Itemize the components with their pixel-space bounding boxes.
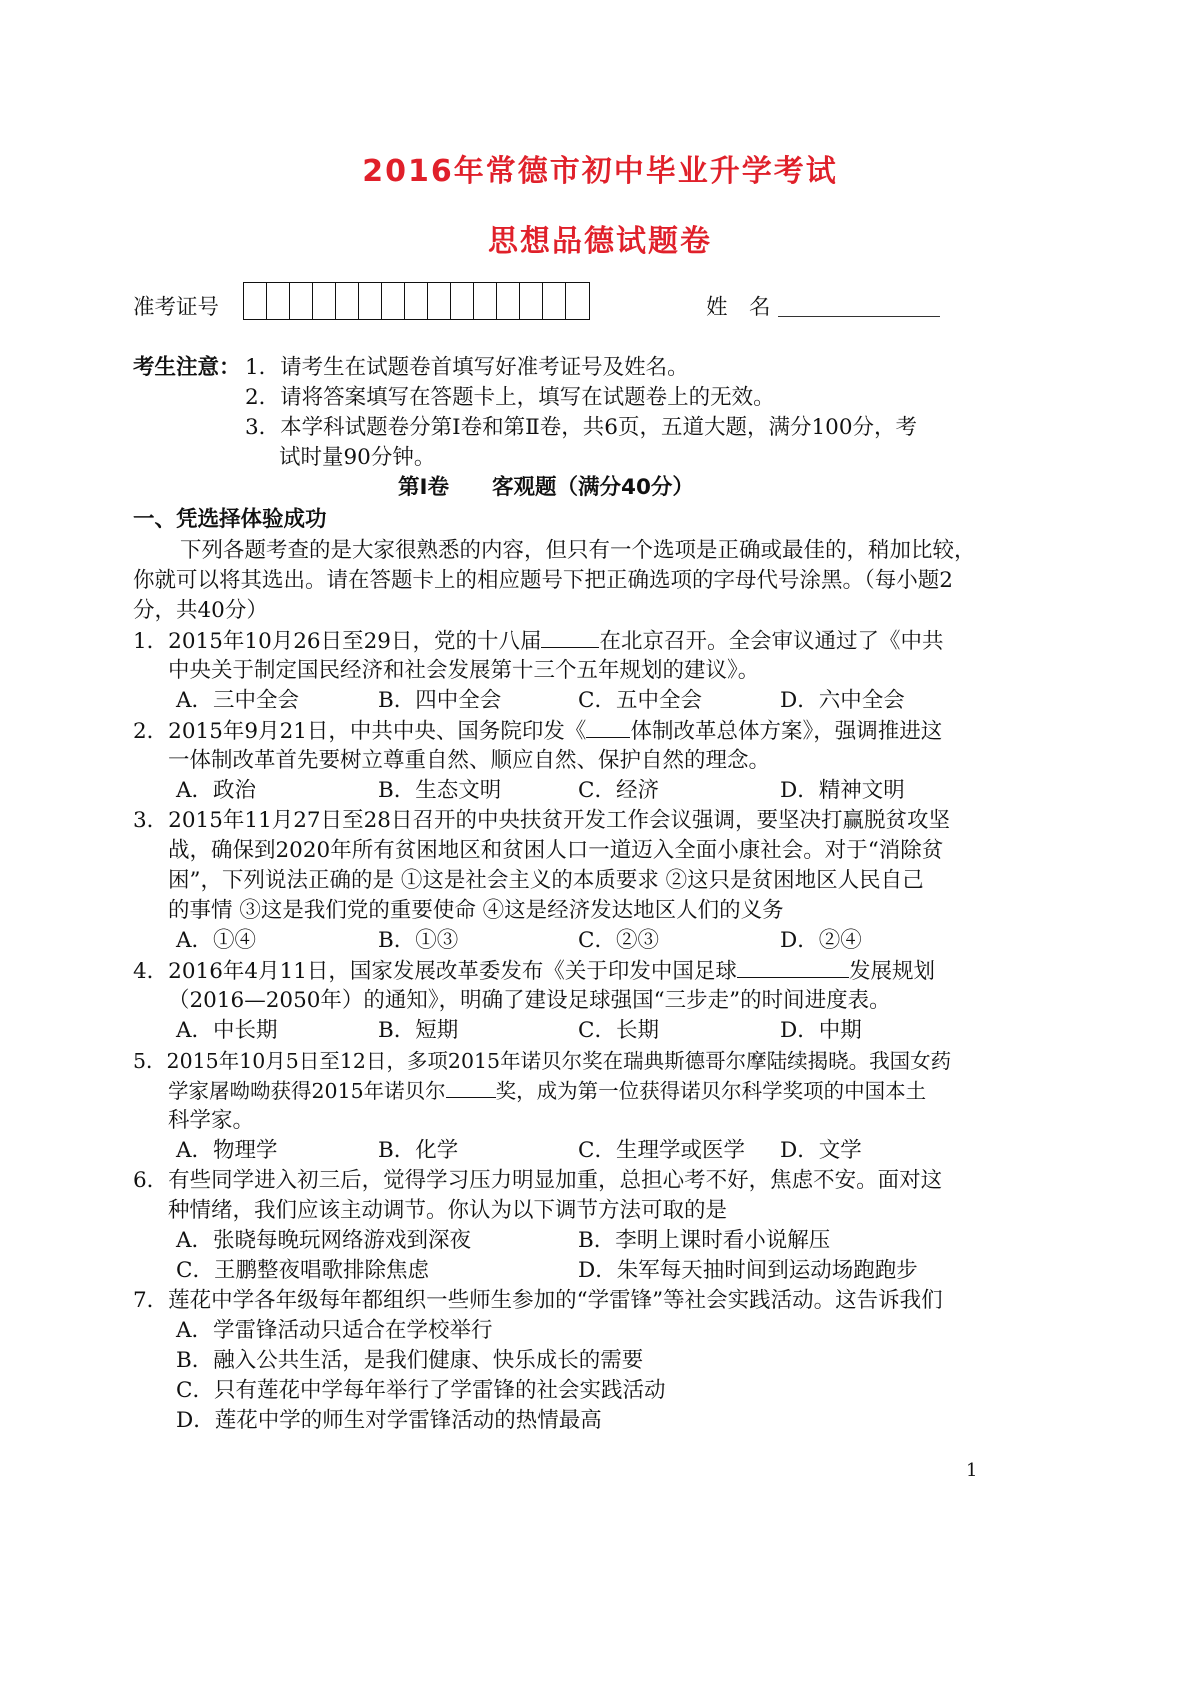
id-digit-cell[interactable] — [566, 283, 589, 319]
id-digit-cell[interactable] — [474, 283, 497, 319]
q5-line-3: 科学家。 — [168, 1108, 255, 1133]
q1-text-a: 1．2015年10月26日至29日，党的十八届 — [133, 629, 542, 654]
q5-text-a: 学家屠呦呦获得2015年诺贝尔 — [168, 1079, 446, 1103]
page-number: 1 — [966, 1460, 978, 1481]
q4-option-d: D．中期 — [780, 1018, 862, 1043]
q1-option-b: B．四中全会 — [378, 688, 502, 713]
q3-line-4: 的事情 ③这是我们党的重要使命 ④这是经济发达地区人们的义务 — [168, 898, 784, 923]
part-title: 一、凭选择体验成功 — [133, 507, 327, 532]
q2-option-c: C．经济 — [578, 778, 659, 803]
exam-title: 2016年常德市初中毕业升学考试 — [362, 154, 838, 189]
id-number-boxes[interactable] — [243, 282, 590, 323]
q3-option-d: D．②④ — [780, 928, 862, 953]
q4-text-b: 发展规划 — [848, 959, 935, 984]
q7-option-a: A．学雷锋活动只适合在学校举行 — [176, 1318, 493, 1343]
q1-line-2: 中央关于制定国民经济和社会发展第十三个五年规划的建议》。 — [168, 658, 760, 683]
q4-option-b: B．短期 — [378, 1018, 459, 1043]
id-digit-cell[interactable] — [428, 283, 451, 319]
question-2 — [133, 717, 942, 746]
notice-item-3: 3．本学科试题卷分第Ⅰ卷和第Ⅱ卷，共6页，五道大题，满分100分，考 — [245, 415, 918, 440]
q4-option-c: C．长期 — [578, 1018, 659, 1043]
question-1 — [133, 627, 944, 656]
intro-line-2: 你就可以将其选出。请在答题卡上的相应题号下把正确选项的字母代号涂黑。（每小题2 — [133, 568, 953, 593]
notice-item-3-cont: 试时量90分钟。 — [279, 445, 436, 470]
q6-line-2: 种情绪，我们应该主动调节。你认为以下调节方法可取的是 — [168, 1198, 728, 1223]
q7-option-b: B．融入公共生活，是我们健康、快乐成长的需要 — [176, 1348, 644, 1373]
q5-option-c: C．生理学或医学 — [578, 1138, 745, 1163]
question-5 — [168, 1077, 926, 1105]
q3-option-c: C．②③ — [578, 928, 659, 953]
q7-option-c: C．只有莲花中学每年举行了学雷锋的社会实践活动 — [176, 1378, 666, 1403]
q1-blank — [541, 627, 599, 648]
id-digit-cell[interactable] — [543, 283, 566, 319]
exam-subtitle: 思想品德试题卷 — [488, 224, 712, 259]
id-digit-cell[interactable] — [313, 283, 336, 319]
q2-text-a: 2．2015年9月21日，中共中央、国务院印发《 — [133, 719, 587, 744]
id-digit-cell[interactable] — [382, 283, 405, 319]
q2-option-a: A．政治 — [176, 778, 257, 803]
id-digit-cell[interactable] — [267, 283, 290, 319]
q7-line-1: 7．莲花中学各年级每年都组织一些师生参加的“学雷锋”等社会实践活动。这告诉我们 — [133, 1288, 943, 1313]
id-digit-cell[interactable] — [290, 283, 313, 319]
q4-line-2: （2016—2050年）的通知》，明确了建设足球强国“三步走”的时间进度表。 — [168, 988, 891, 1013]
q3-line-3: 困”，下列说法正确的是 ①这是社会主义的本质要求 ②这只是贫困地区人民自己 — [168, 868, 924, 893]
q1-option-d: D．六中全会 — [780, 688, 905, 713]
q1-text-b: 在北京召开。全会审议通过了《中共 — [599, 629, 944, 654]
intro-line-3: 分，共40分） — [133, 598, 268, 623]
q6-option-a: A．张晓每晚玩网络游戏到深夜 — [176, 1228, 472, 1253]
q1-option-c: C．五中全会 — [578, 688, 702, 713]
q4-option-a: A．中长期 — [176, 1018, 278, 1043]
q4-text-a: 4．2016年4月11日，国家发展改革委发布《关于印发中国足球 — [133, 959, 737, 984]
q3-line-1: 3．2015年11月27日至28日召开的中央扶贫开发工作会议强调，要坚决打赢脱贫攻坚 — [133, 808, 950, 833]
q5-blank — [446, 1077, 496, 1098]
id-digit-cell[interactable] — [405, 283, 428, 319]
name-field[interactable] — [778, 316, 940, 317]
id-digit-cell[interactable] — [451, 283, 474, 319]
q6-option-c: C．王鹏整夜唱歌排除焦虑 — [176, 1258, 429, 1283]
q2-option-d: D．精神文明 — [780, 778, 905, 803]
q6-option-b: B．李明上课时看小说解压 — [578, 1228, 831, 1253]
q2-line-2: 一体制改革首先要树立尊重自然、顺应自然、保护自然的理念。 — [168, 748, 771, 773]
notice-item-1: 1．请考生在试题卷首填写好准考证号及姓名。 — [245, 355, 689, 380]
question-4 — [133, 957, 935, 986]
q6-option-d: D．朱军每天抽时间到运动场跑跑步 — [578, 1258, 918, 1283]
q2-text-b: 体制改革总体方案》，强调推进这 — [630, 719, 943, 744]
id-label: 准考证号 — [133, 295, 220, 320]
q1-option-a: A．三中全会 — [176, 688, 300, 713]
notice-item-2: 2．请将答案填写在答题卡上，填写在试题卷上的无效。 — [245, 385, 775, 410]
volume-heading: 第Ⅰ卷 客观题（满分40分） — [398, 475, 694, 500]
intro-line-1: 下列各题考查的是大家很熟悉的内容，但只有一个选项是正确或最佳的，稍加比较， — [180, 538, 976, 563]
q6-line-1: 6．有些同学进入初三后，觉得学习压力明显加重，总担心考不好，焦虑不安。面对这 — [133, 1168, 943, 1193]
id-digit-cell[interactable] — [336, 283, 359, 319]
q5-option-a: A．物理学 — [176, 1138, 278, 1163]
id-digit-cell[interactable] — [520, 283, 543, 319]
q3-line-2: 战，确保到2020年所有贫困地区和贫困人口一道迈入全面小康社会。对于“消除贫 — [168, 838, 944, 863]
id-digit-cell[interactable] — [359, 283, 382, 319]
id-digit-cell[interactable] — [244, 283, 267, 319]
q4-blank — [737, 957, 849, 978]
notice-label: 考生注意： — [133, 355, 241, 380]
q5-option-d: D．文学 — [780, 1138, 862, 1163]
q5-text-b: 奖，成为第一位获得诺贝尔科学奖项的中国本土 — [495, 1079, 927, 1103]
q5-line-1: 5．2015年10月5日至12日，多项2015年诺贝尔奖在瑞典斯德哥尔摩陆续揭晓。我国女药 — [133, 1049, 952, 1073]
q2-blank — [586, 717, 630, 738]
q2-option-b: B．生态文明 — [378, 778, 502, 803]
q3-option-a: A．①④ — [176, 928, 257, 953]
id-digit-cell[interactable] — [497, 283, 520, 319]
name-label: 姓 名 — [706, 295, 771, 320]
q5-option-b: B．化学 — [378, 1138, 459, 1163]
q3-option-b: B．①③ — [378, 928, 459, 953]
q7-option-d: D．莲花中学的师生对学雷锋活动的热情最高 — [176, 1408, 602, 1433]
